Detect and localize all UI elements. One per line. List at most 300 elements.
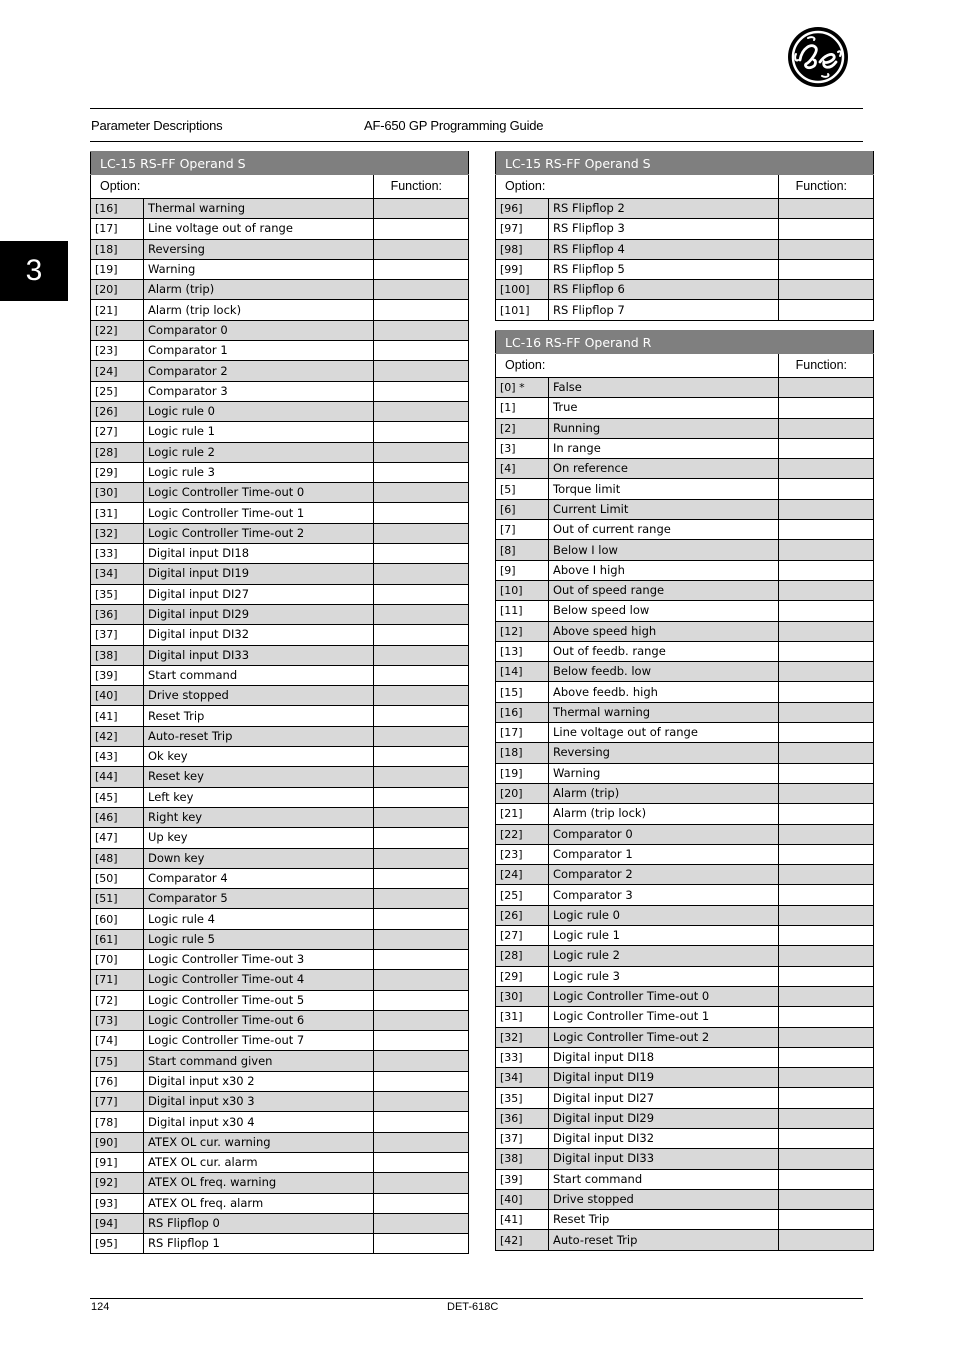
function-cell bbox=[779, 641, 874, 661]
option-code: [72] bbox=[91, 990, 144, 1010]
option-code: [48] bbox=[91, 848, 144, 868]
option-label: True bbox=[549, 398, 779, 418]
table-row bbox=[91, 483, 469, 503]
header-top-rule bbox=[90, 108, 863, 109]
option-code: [1] bbox=[496, 398, 549, 418]
option-label: Reversing bbox=[144, 239, 374, 259]
option-label: Above I high bbox=[549, 560, 779, 580]
option-code: [45] bbox=[91, 787, 144, 807]
table-row bbox=[496, 499, 874, 519]
option-code: [14] bbox=[496, 662, 549, 682]
option-label: On reference bbox=[549, 459, 779, 479]
function-cell bbox=[779, 1210, 874, 1230]
table-row bbox=[91, 645, 469, 665]
function-cell bbox=[374, 462, 469, 482]
option-label: Torque limit bbox=[549, 479, 779, 499]
function-cell bbox=[374, 990, 469, 1010]
function-cell bbox=[374, 1173, 469, 1193]
table-row bbox=[496, 844, 874, 864]
table-row bbox=[496, 986, 874, 1006]
function-cell bbox=[779, 418, 874, 438]
option-code: [38] bbox=[91, 645, 144, 665]
option-label: Logic Controller Time-out 4 bbox=[144, 970, 374, 990]
function-cell bbox=[779, 1027, 874, 1047]
table-title: LC-15 RS-FF Operand S bbox=[496, 152, 874, 175]
option-code: [30] bbox=[91, 483, 144, 503]
option-code: [40] bbox=[496, 1189, 549, 1209]
table-row bbox=[496, 783, 874, 803]
option-label: Comparator 2 bbox=[144, 361, 374, 381]
table-row bbox=[91, 584, 469, 604]
option-code: [78] bbox=[91, 1112, 144, 1132]
option-code: [33] bbox=[496, 1047, 549, 1067]
option-code: [31] bbox=[91, 503, 144, 523]
option-label: Logic Controller Time-out 2 bbox=[144, 523, 374, 543]
option-code: [16] bbox=[496, 702, 549, 722]
option-label: Alarm (trip) bbox=[549, 783, 779, 803]
option-code: [18] bbox=[496, 743, 549, 763]
function-cell bbox=[374, 1031, 469, 1051]
option-label: Comparator 4 bbox=[144, 868, 374, 888]
function-cell bbox=[779, 378, 874, 398]
option-label: Digital input DI19 bbox=[549, 1068, 779, 1088]
table-row bbox=[91, 341, 469, 361]
option-label: Warning bbox=[144, 259, 374, 279]
option-header: Option: bbox=[496, 175, 779, 199]
option-label: Below speed low bbox=[549, 601, 779, 621]
option-label: Auto-reset Trip bbox=[144, 726, 374, 746]
function-cell bbox=[779, 601, 874, 621]
table-row bbox=[496, 702, 874, 722]
option-label: Comparator 1 bbox=[549, 844, 779, 864]
option-code: [73] bbox=[91, 1010, 144, 1030]
header-section-title: Parameter Descriptions bbox=[91, 118, 223, 133]
function-header: Function: bbox=[374, 175, 469, 199]
function-cell bbox=[779, 1169, 874, 1189]
function-cell bbox=[779, 459, 874, 479]
option-code: [2] bbox=[496, 418, 549, 438]
option-label: Digital input DI19 bbox=[144, 564, 374, 584]
option-code: [23] bbox=[496, 844, 549, 864]
table-row bbox=[496, 824, 874, 844]
option-label: Comparator 0 bbox=[549, 824, 779, 844]
option-code: [99] bbox=[496, 259, 549, 279]
option-label: Logic rule 3 bbox=[144, 462, 374, 482]
option-code: [42] bbox=[91, 726, 144, 746]
function-cell bbox=[374, 219, 469, 239]
option-label: Start command bbox=[144, 665, 374, 685]
header-bottom-rule bbox=[90, 141, 863, 142]
option-code: [22] bbox=[496, 824, 549, 844]
table-row bbox=[496, 946, 874, 966]
option-code: [41] bbox=[496, 1210, 549, 1230]
option-label: Logic Controller Time-out 3 bbox=[144, 949, 374, 969]
function-cell bbox=[374, 909, 469, 929]
function-cell bbox=[374, 747, 469, 767]
function-cell bbox=[374, 1010, 469, 1030]
function-cell bbox=[374, 523, 469, 543]
option-label: Digital input DI32 bbox=[144, 625, 374, 645]
option-label: Digital input DI29 bbox=[549, 1108, 779, 1128]
option-label: Digital input DI27 bbox=[144, 584, 374, 604]
option-label: Logic Controller Time-out 0 bbox=[549, 986, 779, 1006]
option-label: Alarm (trip lock) bbox=[549, 804, 779, 824]
table-row bbox=[496, 804, 874, 824]
table-row bbox=[496, 601, 874, 621]
function-cell bbox=[374, 280, 469, 300]
option-code: [50] bbox=[91, 868, 144, 888]
table-row bbox=[496, 280, 874, 300]
function-cell bbox=[779, 1230, 874, 1250]
option-code: [10] bbox=[496, 580, 549, 600]
table-row bbox=[496, 1210, 874, 1230]
option-label: ATEX OL cur. warning bbox=[144, 1132, 374, 1152]
function-cell bbox=[779, 280, 874, 300]
option-label: Comparator 0 bbox=[144, 320, 374, 340]
table-row bbox=[91, 747, 469, 767]
option-label: Digital input DI32 bbox=[549, 1128, 779, 1148]
option-code: [36] bbox=[496, 1108, 549, 1128]
function-cell bbox=[779, 986, 874, 1006]
option-code: [15] bbox=[496, 682, 549, 702]
table-row bbox=[496, 1189, 874, 1209]
table-row bbox=[91, 219, 469, 239]
function-cell bbox=[374, 503, 469, 523]
function-cell bbox=[779, 682, 874, 702]
option-code: [37] bbox=[91, 625, 144, 645]
option-code: [34] bbox=[496, 1068, 549, 1088]
option-label: Start command given bbox=[144, 1051, 374, 1071]
option-label: Start command bbox=[549, 1169, 779, 1189]
table-row bbox=[496, 1007, 874, 1027]
table-row bbox=[91, 422, 469, 442]
function-cell bbox=[779, 783, 874, 803]
option-code: [21] bbox=[496, 804, 549, 824]
table-body bbox=[91, 199, 469, 1254]
table-lc16 bbox=[495, 330, 874, 1251]
function-cell bbox=[779, 199, 874, 219]
option-label: ATEX OL cur. alarm bbox=[144, 1152, 374, 1172]
table-row bbox=[91, 787, 469, 807]
function-cell bbox=[779, 300, 874, 320]
option-code: [60] bbox=[91, 909, 144, 929]
table-row bbox=[91, 320, 469, 340]
option-label: Out of speed range bbox=[549, 580, 779, 600]
option-label: Warning bbox=[549, 763, 779, 783]
table-row bbox=[91, 909, 469, 929]
option-code: [39] bbox=[91, 665, 144, 685]
function-cell bbox=[374, 1132, 469, 1152]
option-code: [36] bbox=[91, 604, 144, 624]
table-row bbox=[91, 523, 469, 543]
option-code: [96] bbox=[496, 199, 549, 219]
table-row bbox=[91, 199, 469, 219]
option-code: [24] bbox=[496, 865, 549, 885]
option-code: [24] bbox=[91, 361, 144, 381]
option-code: [51] bbox=[91, 889, 144, 909]
option-label: Logic Controller Time-out 6 bbox=[144, 1010, 374, 1030]
table-row bbox=[91, 604, 469, 624]
function-cell bbox=[374, 1234, 469, 1254]
option-label: Thermal warning bbox=[144, 199, 374, 219]
function-cell bbox=[779, 438, 874, 458]
table-row bbox=[91, 1112, 469, 1132]
option-code: [34] bbox=[91, 564, 144, 584]
function-cell bbox=[374, 300, 469, 320]
function-cell bbox=[374, 889, 469, 909]
option-label: Below I low bbox=[549, 540, 779, 560]
option-code: [75] bbox=[91, 1051, 144, 1071]
table-row bbox=[91, 503, 469, 523]
option-label: Logic Controller Time-out 0 bbox=[144, 483, 374, 503]
option-code: [77] bbox=[91, 1092, 144, 1112]
option-code: [26] bbox=[496, 905, 549, 925]
option-label: Logic Controller Time-out 2 bbox=[549, 1027, 779, 1047]
option-code: [28] bbox=[496, 946, 549, 966]
table-row bbox=[496, 885, 874, 905]
option-label: Line voltage out of range bbox=[549, 723, 779, 743]
table-row bbox=[496, 219, 874, 239]
table-row bbox=[496, 641, 874, 661]
table-row bbox=[496, 580, 874, 600]
function-cell bbox=[779, 966, 874, 986]
option-code: [38] bbox=[496, 1149, 549, 1169]
table-row bbox=[91, 381, 469, 401]
table-row bbox=[91, 767, 469, 787]
option-label: ATEX OL freq. warning bbox=[144, 1173, 374, 1193]
table-row bbox=[91, 665, 469, 685]
table-row bbox=[496, 259, 874, 279]
function-cell bbox=[779, 1149, 874, 1169]
option-code: [47] bbox=[91, 828, 144, 848]
function-cell bbox=[779, 621, 874, 641]
function-cell bbox=[374, 604, 469, 624]
function-header: Function: bbox=[779, 354, 874, 378]
table-row bbox=[91, 726, 469, 746]
table-row bbox=[91, 361, 469, 381]
table-row bbox=[496, 723, 874, 743]
option-code: [91] bbox=[91, 1152, 144, 1172]
option-code: [12] bbox=[496, 621, 549, 641]
option-code: [29] bbox=[496, 966, 549, 986]
table-row bbox=[91, 1031, 469, 1051]
option-code: [22] bbox=[91, 320, 144, 340]
option-label: Left key bbox=[144, 787, 374, 807]
table-row bbox=[91, 1234, 469, 1254]
option-code: [40] bbox=[91, 686, 144, 706]
option-code: [20] bbox=[496, 783, 549, 803]
option-label: Above feedb. high bbox=[549, 682, 779, 702]
option-code: [74] bbox=[91, 1031, 144, 1051]
function-cell bbox=[374, 564, 469, 584]
table-row bbox=[91, 462, 469, 482]
option-label: Reset Trip bbox=[144, 706, 374, 726]
function-cell bbox=[374, 767, 469, 787]
option-code: [94] bbox=[91, 1213, 144, 1233]
table-row bbox=[496, 1088, 874, 1108]
option-code: [39] bbox=[496, 1169, 549, 1189]
function-cell bbox=[779, 1189, 874, 1209]
option-code: [25] bbox=[91, 381, 144, 401]
option-label: Up key bbox=[144, 828, 374, 848]
option-label: Drive stopped bbox=[549, 1189, 779, 1209]
table-row bbox=[91, 1193, 469, 1213]
table-row bbox=[91, 929, 469, 949]
table-row bbox=[496, 520, 874, 540]
function-cell bbox=[779, 946, 874, 966]
function-cell bbox=[779, 865, 874, 885]
option-code: [8] bbox=[496, 540, 549, 560]
option-code: [98] bbox=[496, 239, 549, 259]
function-cell bbox=[374, 848, 469, 868]
table-row bbox=[496, 662, 874, 682]
option-label: Logic rule 2 bbox=[144, 442, 374, 462]
option-label: Alarm (trip lock) bbox=[144, 300, 374, 320]
option-code: [11] bbox=[496, 601, 549, 621]
table-row bbox=[91, 706, 469, 726]
option-label: Reset Trip bbox=[549, 1210, 779, 1230]
function-cell bbox=[779, 804, 874, 824]
option-label: Logic Controller Time-out 7 bbox=[144, 1031, 374, 1051]
function-cell bbox=[374, 970, 469, 990]
option-label: RS Flipflop 5 bbox=[549, 259, 779, 279]
option-label: Digital input DI29 bbox=[144, 604, 374, 624]
function-cell bbox=[779, 824, 874, 844]
option-label: Above speed high bbox=[549, 621, 779, 641]
function-cell bbox=[779, 560, 874, 580]
function-cell bbox=[374, 726, 469, 746]
option-code: [17] bbox=[496, 723, 549, 743]
option-code: [7] bbox=[496, 520, 549, 540]
option-label: Logic rule 2 bbox=[549, 946, 779, 966]
table-row bbox=[91, 259, 469, 279]
option-label: Logic rule 1 bbox=[144, 422, 374, 442]
function-cell bbox=[374, 1071, 469, 1091]
option-label: RS Flipflop 1 bbox=[144, 1234, 374, 1254]
option-code: [100] bbox=[496, 280, 549, 300]
table-row bbox=[496, 540, 874, 560]
option-label: Logic rule 5 bbox=[144, 929, 374, 949]
option-code: [5] bbox=[496, 479, 549, 499]
table-row bbox=[91, 544, 469, 564]
table-row bbox=[496, 418, 874, 438]
table-row bbox=[496, 300, 874, 320]
option-code: [43] bbox=[91, 747, 144, 767]
function-cell bbox=[779, 1128, 874, 1148]
function-cell bbox=[779, 540, 874, 560]
function-cell bbox=[374, 544, 469, 564]
option-label: Digital input DI33 bbox=[549, 1149, 779, 1169]
option-code: [31] bbox=[496, 1007, 549, 1027]
table-row bbox=[91, 564, 469, 584]
function-cell bbox=[374, 828, 469, 848]
table-row bbox=[91, 239, 469, 259]
function-cell bbox=[374, 706, 469, 726]
table-row bbox=[91, 828, 469, 848]
function-cell bbox=[779, 1068, 874, 1088]
function-cell bbox=[374, 1112, 469, 1132]
function-cell bbox=[779, 702, 874, 722]
option-label: Ok key bbox=[144, 747, 374, 767]
option-label: Out of feedb. range bbox=[549, 641, 779, 661]
option-label: Out of current range bbox=[549, 520, 779, 540]
table-row bbox=[496, 905, 874, 925]
table-row bbox=[496, 1169, 874, 1189]
table-row bbox=[91, 1173, 469, 1193]
function-cell bbox=[779, 926, 874, 946]
option-code: [25] bbox=[496, 885, 549, 905]
table-row bbox=[91, 1051, 469, 1071]
table-row bbox=[91, 990, 469, 1010]
function-cell bbox=[374, 868, 469, 888]
function-cell bbox=[779, 499, 874, 519]
option-code: [21] bbox=[91, 300, 144, 320]
function-cell bbox=[779, 662, 874, 682]
option-label: Right key bbox=[144, 807, 374, 827]
function-cell bbox=[374, 401, 469, 421]
option-code: [46] bbox=[91, 807, 144, 827]
table-row bbox=[496, 1027, 874, 1047]
page-number: 124 bbox=[91, 1301, 110, 1313]
option-label: Current Limit bbox=[549, 499, 779, 519]
table-row bbox=[91, 686, 469, 706]
option-code: [61] bbox=[91, 929, 144, 949]
option-code: [17] bbox=[91, 219, 144, 239]
option-header: Option: bbox=[496, 354, 779, 378]
option-label: Comparator 1 bbox=[144, 341, 374, 361]
table-row bbox=[496, 1068, 874, 1088]
table-row bbox=[496, 763, 874, 783]
option-label: RS Flipflop 0 bbox=[144, 1213, 374, 1233]
option-label: Logic Controller Time-out 5 bbox=[144, 990, 374, 1010]
function-cell bbox=[374, 645, 469, 665]
table-row bbox=[496, 1149, 874, 1169]
option-code: [13] bbox=[496, 641, 549, 661]
table-body bbox=[496, 199, 874, 321]
option-label: RS Flipflop 6 bbox=[549, 280, 779, 300]
table-row bbox=[91, 401, 469, 421]
table-row bbox=[91, 442, 469, 462]
function-cell bbox=[374, 1193, 469, 1213]
table-row bbox=[496, 926, 874, 946]
option-code: [3] bbox=[496, 438, 549, 458]
option-code: [101] bbox=[496, 300, 549, 320]
table-row bbox=[91, 1010, 469, 1030]
table-lc15-left bbox=[90, 151, 469, 1254]
option-label: Logic rule 1 bbox=[549, 926, 779, 946]
table-row bbox=[91, 1213, 469, 1233]
table-row bbox=[91, 300, 469, 320]
option-code: [44] bbox=[91, 767, 144, 787]
chapter-tab: 3 bbox=[0, 241, 68, 301]
function-cell bbox=[779, 844, 874, 864]
table-row bbox=[91, 868, 469, 888]
table-row bbox=[91, 1152, 469, 1172]
option-code: [93] bbox=[91, 1193, 144, 1213]
table-row bbox=[496, 865, 874, 885]
function-cell bbox=[374, 929, 469, 949]
option-code: [4] bbox=[496, 459, 549, 479]
table-row bbox=[91, 280, 469, 300]
function-cell bbox=[374, 239, 469, 259]
option-label: Logic rule 4 bbox=[144, 909, 374, 929]
function-cell bbox=[374, 807, 469, 827]
option-code: [19] bbox=[91, 259, 144, 279]
option-label: Digital input DI27 bbox=[549, 1088, 779, 1108]
option-code: [6] bbox=[496, 499, 549, 519]
table-row bbox=[496, 560, 874, 580]
function-cell bbox=[374, 584, 469, 604]
